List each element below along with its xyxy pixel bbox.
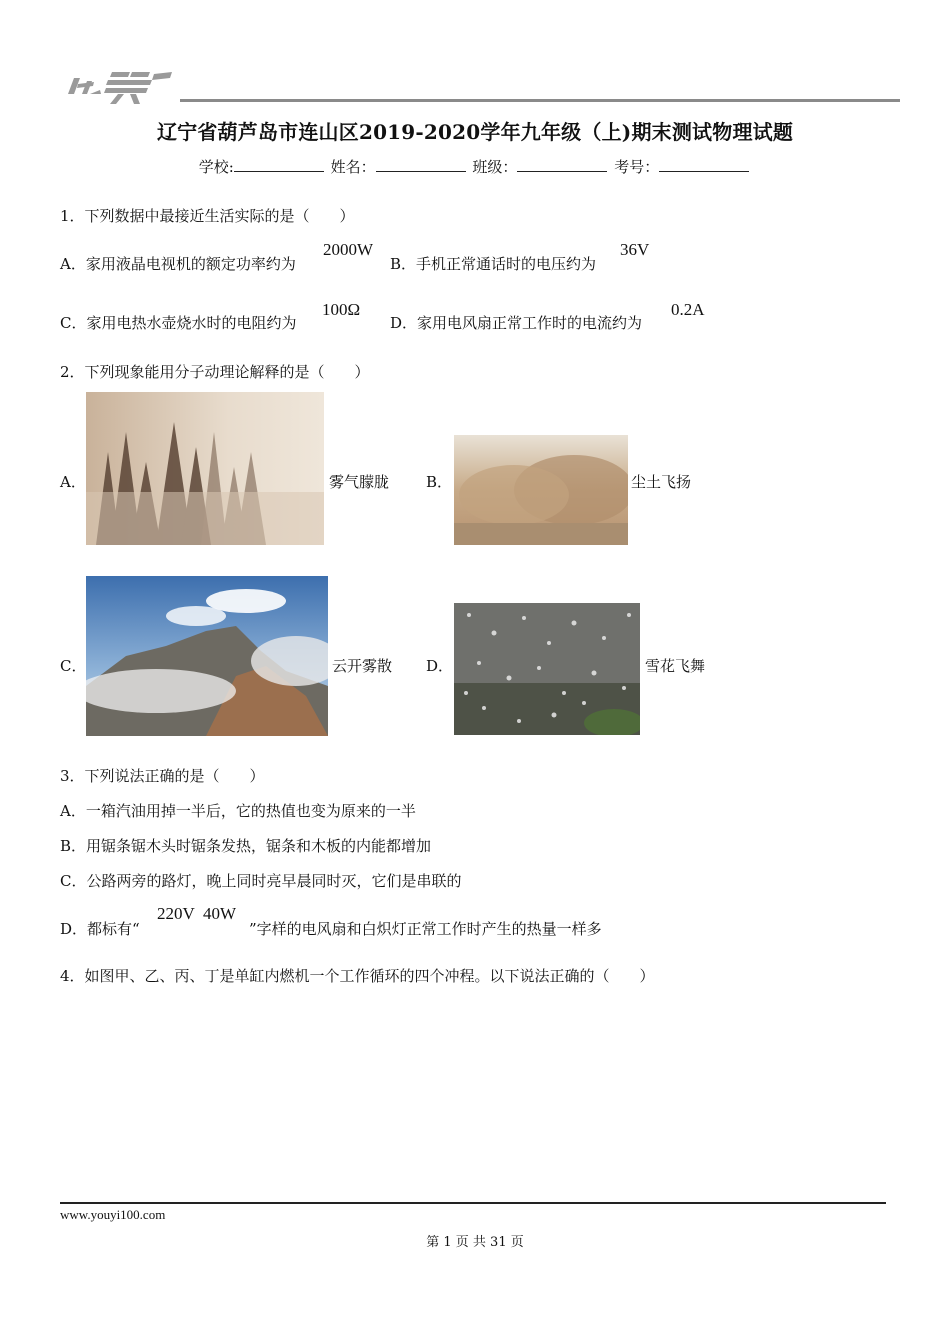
snowfall-photo [454, 603, 640, 735]
foggy-forest-photo [86, 392, 324, 545]
q2-stem: 2．下列现象能用分子动理论解释的是（ ） [60, 363, 370, 381]
q2-option-c-label: C． [60, 657, 87, 675]
q3-option-a: A．一箱汽油用掉一半后，它的热值也变为原来的一半 [60, 802, 416, 820]
q3-option-d-suffix: ”字样的电风扇和白炽灯正常工作时产生的热量一样多 [249, 920, 602, 938]
q2-option-a-label: A． [60, 473, 86, 491]
q3-stem: 3．下列说法正确的是（ ） [60, 767, 265, 785]
q4-stem: 4．如图甲、乙、丙、丁是单缸内燃机一个工作循环的四个冲程。以下说法正确的（ ） [60, 967, 655, 985]
q3-option-c: C．公路两旁的路灯，晚上同时亮早晨同时灭，它们是串联的 [60, 872, 462, 890]
q1-option-a: A．家用液晶电视机的额定功率约为 [60, 255, 296, 273]
q3-option-b: B．用锯条锯木头时锯条发热，锯条和木板的内能都增加 [60, 837, 432, 855]
q3-option-d-prefix: D．都标有“ [60, 920, 140, 938]
q1-option-c: C．家用电热水壶烧水时的电阻约为 [60, 314, 297, 332]
exam-title: 辽宁省葫芦岛市连山区2019-2020学年九年级（上)期末测试物理试题 [156, 120, 794, 144]
q2-option-d-text: 雪花飞舞 [645, 657, 706, 675]
q3-option-d-value: 220V 40W [157, 904, 237, 923]
q2-option-c-text: 云开雾散 [332, 657, 393, 675]
q1-stem: 1．下列数据中最接近生活实际的是（ ） [60, 207, 355, 225]
page-number: 第 1 页 共 31 页 [426, 1235, 524, 1250]
footer-rule [60, 1202, 886, 1204]
q1-option-b: B．手机正常通话时的电压约为 [390, 255, 597, 273]
exam-no-field[interactable] [659, 157, 749, 172]
name-label: 姓名： [330, 158, 376, 176]
q1-option-c-value: 100Ω [322, 300, 361, 319]
school-field[interactable] [234, 157, 324, 172]
header-rule [180, 99, 900, 102]
q2-option-a-text: 雾气朦胧 [329, 473, 390, 491]
q1-option-b-value: 36V [620, 240, 650, 259]
q2-option-d-label: D． [426, 657, 454, 675]
q2-option-b-text: 尘土飞扬 [631, 473, 692, 491]
youyi-logo [60, 64, 185, 106]
cloud-mountain-photo [86, 576, 328, 736]
q1-option-a-value: 2000W [323, 240, 374, 259]
school-label: 学校: [198, 158, 234, 176]
dust-storm-photo [454, 435, 628, 545]
q2-option-b-label: B． [426, 473, 453, 491]
footer-url: www.youyi100.com [60, 1207, 166, 1222]
q1-option-d: D．家用电风扇正常工作时的电流约为 [390, 314, 643, 332]
student-info-line [0, 156, 950, 177]
class-field[interactable] [517, 157, 607, 172]
q1-option-d-value: 0.2A [671, 300, 705, 319]
class-label: 班级： [472, 158, 518, 176]
name-field[interactable] [376, 157, 466, 172]
exam-no-label: 考号： [614, 158, 660, 176]
